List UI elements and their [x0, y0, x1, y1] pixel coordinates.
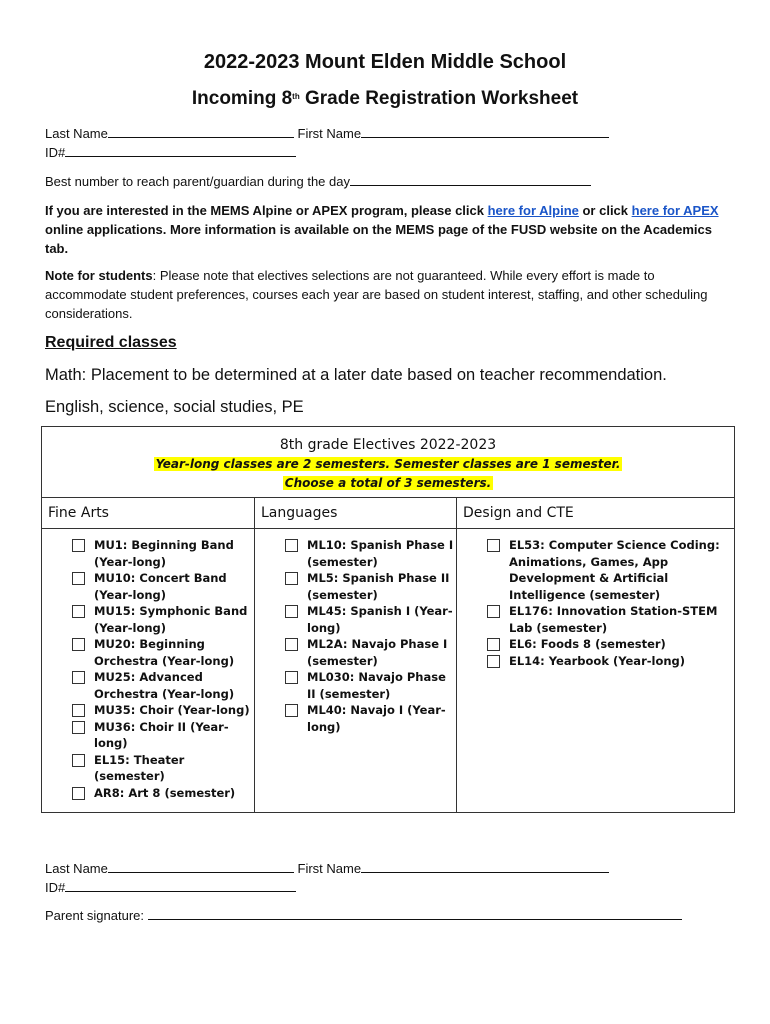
parent-signature-label: Parent signature: [45, 908, 145, 923]
id-label: ID# [45, 145, 66, 160]
checkbox[interactable] [72, 721, 85, 734]
parent-signature-field[interactable] [148, 907, 682, 920]
checkbox[interactable] [72, 572, 85, 585]
list-item[interactable]: MU25: Advanced Orchestra (Year-long) [72, 669, 254, 702]
list-item[interactable]: MU36: Choir II (Year-long) [72, 719, 254, 752]
checkbox[interactable] [285, 572, 298, 585]
checkbox[interactable] [72, 605, 85, 618]
languages-heading: Languages [255, 498, 457, 529]
last-name-label: Last Name [45, 126, 108, 141]
math-line: Math: Placement to be determined at a later date based on teacher recommendation. [45, 366, 667, 384]
id-field-bottom[interactable] [65, 879, 296, 892]
list-item[interactable]: MU10: Concert Band (Year-long) [72, 570, 254, 603]
languages-column [255, 529, 457, 813]
list-item[interactable]: MU35: Choir (Year-long) [72, 702, 254, 719]
first-name-label: First Name [297, 861, 362, 876]
list-item[interactable]: ML10: Spanish Phase I (semester) [285, 537, 456, 570]
alpine-link[interactable]: here for Alpine [487, 203, 579, 218]
list-item[interactable]: EL176: Innovation Station-STEM Lab (semester) [487, 603, 734, 636]
best-number-row [45, 173, 591, 189]
design-cte-column [457, 529, 735, 813]
list-item[interactable]: ML5: Spanish Phase II (semester) [285, 570, 456, 603]
best-number-label: Best number to reach parent/guardian during the day [45, 174, 350, 189]
apex-link[interactable]: here for APEX [631, 203, 719, 218]
best-number-field[interactable] [350, 173, 591, 186]
page-subtitle: Incoming 8th Grade Registration Worksheet [191, 88, 579, 109]
list-item[interactable]: MU20: Beginning Orchestra (Year-long) [72, 636, 254, 669]
design-cte-heading: Design and CTE [457, 498, 735, 529]
id-field[interactable] [65, 144, 296, 157]
electives-title: 8th grade Electives 2022-2023 [279, 437, 497, 453]
design-cte-list [457, 537, 734, 669]
last-name-field-bottom[interactable] [108, 860, 294, 873]
list-item[interactable]: EL15: Theater (semester) [72, 752, 254, 785]
name-row-top [45, 125, 609, 141]
list-item[interactable]: EL6: Foods 8 (semester) [487, 636, 734, 653]
list-item[interactable]: ML2A: Navajo Phase I (semester) [285, 636, 456, 669]
languages-list [255, 537, 456, 735]
note-paragraph: Note for students: Please note that electives selections are not guaranteed. While every effort is made to accommodate student preferences, courses each year are based on student interest, staffing, and other scheduling considerations. [45, 268, 708, 321]
fine-arts-heading: Fine Arts [42, 498, 255, 529]
checkbox[interactable] [285, 704, 298, 717]
electives-header [42, 427, 735, 498]
checkbox[interactable] [72, 638, 85, 651]
signature-row [45, 907, 682, 923]
checkbox[interactable] [285, 638, 298, 651]
name-row-bottom [45, 860, 609, 876]
first-name-field-bottom[interactable] [361, 860, 609, 873]
first-name-label: First Name [297, 126, 362, 141]
list-item[interactable]: ML40: Navajo I (Year-long) [285, 702, 456, 735]
core-line: English, science, social studies, PE [45, 398, 304, 416]
checkbox[interactable] [72, 671, 85, 684]
list-item[interactable]: ML030: Navajo Phase II (semester) [285, 669, 456, 702]
required-heading: Required classes [45, 334, 177, 351]
electives-table [41, 426, 735, 813]
list-item[interactable]: EL14: Yearbook (Year-long) [487, 653, 734, 670]
electives-note-2: Choose a total of 3 semesters. [284, 476, 492, 490]
id-row-bottom [45, 879, 296, 895]
checkbox[interactable] [487, 539, 500, 552]
list-item[interactable]: AR8: Art 8 (semester) [72, 785, 254, 802]
checkbox[interactable] [487, 605, 500, 618]
id-label: ID# [45, 880, 66, 895]
checkbox[interactable] [72, 704, 85, 717]
list-item[interactable]: EL53: Computer Science Coding: Animations, Games, App Development & Artificial Intelligence (semester) [487, 537, 734, 603]
electives-note-1: Year-long classes are 2 semesters. Semester classes are 1 semester. [155, 457, 621, 471]
first-name-field[interactable] [361, 125, 609, 138]
checkbox[interactable] [487, 638, 500, 651]
checkbox[interactable] [72, 754, 85, 767]
checkbox[interactable] [72, 787, 85, 800]
list-item[interactable]: MU1: Beginning Band (Year-long) [72, 537, 254, 570]
list-item[interactable]: ML45: Spanish I (Year-long) [285, 603, 456, 636]
checkbox[interactable] [285, 605, 298, 618]
last-name-label: Last Name [45, 861, 108, 876]
checkbox[interactable] [487, 655, 500, 668]
fine-arts-list [42, 537, 254, 801]
checkbox[interactable] [285, 539, 298, 552]
page-title: 2022-2023 Mount Elden Middle School [203, 51, 567, 73]
list-item[interactable]: MU15: Symphonic Band (Year-long) [72, 603, 254, 636]
checkbox[interactable] [72, 539, 85, 552]
fine-arts-column [42, 529, 255, 813]
interest-paragraph: If you are interested in the MEMS Alpine or APEX program, please click here for Alpine or click here for APEX online applications. More information is available on the MEMS page of the FUSD website on the Academics tab. [45, 203, 719, 256]
last-name-field[interactable] [108, 125, 294, 138]
id-row-top [45, 144, 296, 160]
checkbox[interactable] [285, 671, 298, 684]
